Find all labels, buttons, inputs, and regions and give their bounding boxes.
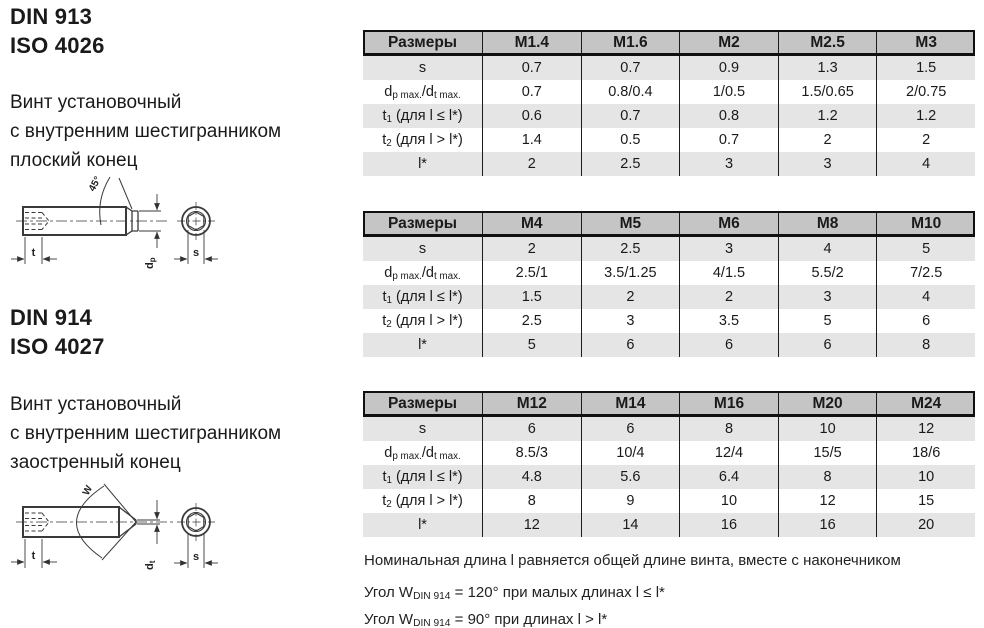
value-cell — [581, 333, 680, 357]
text-segment: 2/0.75 — [906, 84, 947, 100]
table-row — [363, 333, 975, 357]
row-label-cell — [363, 417, 482, 441]
value-cell — [581, 309, 680, 333]
text-segment: (для l > l*) — [391, 313, 463, 329]
table-row — [363, 417, 975, 441]
text-segment: 3.5/1.25 — [604, 265, 657, 281]
text-segment: 6.4 — [718, 469, 740, 485]
value-cell — [778, 261, 877, 285]
text-segment: 2 — [527, 156, 536, 172]
row-label-cell — [363, 104, 482, 128]
text-segment: 5 — [922, 241, 931, 257]
value-cell — [876, 285, 975, 309]
text-segment: M1.4 — [514, 34, 550, 51]
text-segment: 2 — [626, 289, 635, 305]
value-cell — [482, 309, 581, 333]
text-segment: M10 — [911, 215, 942, 232]
standard-din914: DIN 914 — [10, 305, 93, 330]
subscript-text: 1 — [386, 474, 392, 486]
subscript-text: t max. — [433, 270, 461, 282]
text-segment: 0.7 — [718, 132, 740, 148]
text-segment: 1/0.5 — [712, 84, 746, 100]
value-cell — [679, 489, 778, 513]
value-cell — [876, 80, 975, 104]
side-view — [11, 174, 218, 264]
text-segment: t — [382, 469, 387, 485]
value-cell — [778, 128, 877, 152]
text-segment: 0.8 — [718, 108, 740, 124]
row-label-cell — [363, 285, 482, 309]
row-label-cell — [363, 309, 482, 333]
text-segment: 2.5/1 — [515, 265, 548, 281]
value-cell — [482, 56, 581, 80]
value-cell — [581, 152, 680, 176]
value-cell — [581, 465, 680, 489]
text-segment: M12 — [516, 395, 547, 412]
text-segment: Размеры — [387, 215, 458, 232]
row-label-cell — [363, 513, 482, 537]
size-column-header — [876, 211, 975, 237]
subscript-text: 2 — [386, 137, 392, 149]
text-segment: 1.2 — [916, 108, 937, 124]
table-header-row — [363, 211, 975, 237]
standard-iso4026: ISO 4026 — [10, 33, 105, 58]
text-segment: 4 — [922, 156, 931, 172]
text-segment: 20 — [918, 517, 935, 533]
value-cell — [679, 261, 778, 285]
text-segment: (для l ≤ l*) — [391, 289, 463, 305]
text-segment: 6 — [626, 421, 635, 437]
value-cell — [581, 80, 680, 104]
side-view — [11, 484, 218, 568]
text-segment: 14 — [622, 517, 639, 533]
subscript-text: p max. — [392, 270, 422, 282]
text-segment: d — [384, 445, 393, 461]
text-segment: 12 — [523, 517, 540, 533]
text-segment: 5.5/2 — [811, 265, 844, 281]
size-column-header — [679, 391, 778, 417]
text-segment: 3 — [823, 289, 832, 305]
text-segment: 1.2 — [817, 108, 838, 124]
value-cell — [876, 152, 975, 176]
text-segment: 3 — [724, 156, 734, 172]
value-cell — [482, 285, 581, 309]
description-line: Винт установочный — [10, 92, 182, 113]
subscript-text: t max. — [433, 450, 461, 462]
text-segment: 6 — [626, 337, 635, 353]
text-segment: (для l ≤ l*) — [391, 469, 463, 485]
text-segment: 4 — [922, 289, 931, 305]
text-segment: M14 — [615, 395, 646, 412]
value-cell — [482, 237, 581, 261]
subscript-text: p max. — [392, 450, 422, 462]
value-cell — [778, 333, 877, 357]
text-segment: 0.7 — [521, 60, 542, 76]
row-label-cell — [363, 56, 482, 80]
text-segment: 5.6 — [620, 469, 641, 485]
value-cell — [876, 237, 975, 261]
value-cell — [876, 441, 975, 465]
dim-label-t: t — [31, 550, 36, 562]
table-row — [363, 261, 975, 285]
size-column-header — [778, 391, 877, 417]
value-cell — [876, 128, 975, 152]
value-cell — [679, 80, 778, 104]
text-segment: 1.4 — [521, 132, 542, 148]
value-cell — [482, 489, 581, 513]
text-segment: 9 — [626, 493, 635, 509]
text-segment: (для l > l*) — [391, 132, 463, 148]
text-segment: l* — [418, 156, 427, 172]
text-segment: 0.8/0.4 — [608, 84, 653, 100]
value-cell — [679, 128, 778, 152]
text-segment: 10 — [720, 493, 738, 509]
text-segment: 5 — [823, 313, 832, 329]
value-cell — [876, 56, 975, 80]
dimensions-table-m1_4-m3 — [363, 30, 975, 176]
text-segment: 4/1.5 — [712, 265, 746, 281]
standard-din913: DIN 913 — [10, 4, 93, 29]
value-cell — [679, 56, 778, 80]
text-segment: 15/5 — [813, 445, 842, 461]
size-column-header — [581, 30, 680, 56]
text-segment: M1.6 — [613, 34, 648, 51]
description-line: заостренный конец — [10, 452, 181, 473]
text-segment: 1.5 — [521, 289, 542, 305]
text-segment: 8 — [922, 337, 931, 353]
text-segment: 12/4 — [714, 445, 744, 461]
row-label-cell — [363, 441, 482, 465]
dimensions-header-cell — [363, 391, 482, 417]
value-cell — [679, 104, 778, 128]
value-cell — [778, 309, 877, 333]
value-cell — [581, 237, 680, 261]
subscript-text: 2 — [386, 498, 392, 510]
value-cell — [482, 152, 581, 176]
dimensions-table-m12-m24 — [363, 391, 975, 537]
table-row — [363, 80, 975, 104]
dimensions-header-cell — [363, 30, 482, 56]
text-segment: 8 — [527, 493, 536, 509]
table-row — [363, 441, 975, 465]
text-segment: 2 — [527, 241, 536, 257]
dimensions-header-cell — [363, 211, 482, 237]
text-segment: /d — [421, 265, 434, 281]
text-segment: 10/4 — [616, 445, 645, 461]
text-segment: 1.3 — [817, 60, 838, 76]
text-segment: 8 — [823, 469, 832, 485]
text-segment: 4.8 — [521, 469, 542, 485]
subscript-text: t max. — [433, 89, 461, 101]
row-label-cell — [363, 465, 482, 489]
value-cell — [778, 417, 877, 441]
value-cell — [876, 309, 975, 333]
text-segment: M24 — [911, 395, 942, 412]
size-column-header — [679, 211, 778, 237]
dim-label-t: t — [31, 247, 36, 259]
text-segment: s — [418, 241, 427, 257]
value-cell — [581, 104, 680, 128]
value-cell — [482, 261, 581, 285]
footnotes — [364, 549, 901, 628]
table-row — [363, 285, 975, 309]
text-segment: 0.6 — [521, 108, 542, 124]
value-cell — [679, 237, 778, 261]
text-segment: 0.9 — [718, 60, 740, 76]
value-cell — [482, 513, 581, 537]
value-cell — [778, 152, 877, 176]
table-header-row — [363, 391, 975, 417]
size-column-header — [581, 391, 680, 417]
value-cell — [482, 80, 581, 104]
value-cell — [482, 441, 581, 465]
description-din914 — [10, 390, 281, 477]
table-row — [363, 104, 975, 128]
text-segment: Размеры — [387, 395, 458, 412]
dim-label-s: s — [192, 551, 200, 563]
text-segment: d — [384, 265, 393, 281]
text-segment: 2 — [922, 132, 931, 148]
note-angle-90 — [364, 608, 901, 628]
table-row — [363, 513, 975, 537]
description-line: Винт установочный — [10, 394, 182, 415]
size-column-header — [876, 30, 975, 56]
text-segment: 1.5/0.65 — [801, 84, 854, 100]
value-cell — [778, 489, 877, 513]
text-segment: M20 — [812, 395, 843, 412]
text-segment: t — [382, 289, 387, 305]
text-segment: t — [382, 132, 387, 148]
text-segment: 3 — [724, 241, 734, 257]
text-segment: 7/2.5 — [910, 265, 943, 281]
note-angle-120 — [364, 581, 901, 608]
text-segment: s — [418, 60, 427, 76]
value-cell — [778, 104, 877, 128]
dim-label-s: s — [192, 247, 200, 259]
dim-label-dp: dp — [144, 257, 157, 269]
text-segment: /d — [421, 445, 434, 461]
value-cell — [581, 56, 680, 80]
text-segment: Размеры — [387, 34, 458, 51]
value-cell — [778, 513, 877, 537]
row-label-cell — [363, 80, 482, 104]
text-segment: M3 — [915, 34, 937, 51]
table-row — [363, 489, 975, 513]
angle-label-w: W — [80, 483, 96, 498]
standard-iso4027: ISO 4027 — [10, 334, 105, 359]
description-line: с внутренним шестигранником — [10, 423, 282, 444]
text-segment: 3.5 — [718, 313, 740, 329]
size-column-header — [876, 391, 975, 417]
text-segment: 12 — [819, 493, 836, 509]
text-segment: 2 — [823, 132, 832, 148]
row-label-cell — [363, 152, 482, 176]
value-cell — [778, 441, 877, 465]
table-row — [363, 237, 975, 261]
value-cell — [581, 261, 680, 285]
value-cell — [778, 56, 877, 80]
table-row — [363, 152, 975, 176]
value-cell — [876, 513, 975, 537]
subscript-text: 1 — [386, 294, 392, 306]
text-segment: 10 — [819, 421, 836, 437]
text-segment: 8 — [724, 421, 734, 437]
subscript-text: p max. — [392, 89, 422, 101]
size-column-header — [679, 30, 778, 56]
table-header-row — [363, 30, 975, 56]
text-segment: 16 — [819, 517, 836, 533]
text-segment: = 90° при длинах l > l* — [450, 610, 608, 628]
size-column-header — [778, 30, 877, 56]
text-segment: M8 — [816, 215, 839, 232]
value-cell — [581, 441, 680, 465]
text-segment: 15 — [918, 493, 935, 509]
value-cell — [876, 261, 975, 285]
value-cell — [482, 128, 581, 152]
row-label-cell — [363, 489, 482, 513]
text-segment: (для l ≤ l*) — [391, 108, 463, 124]
text-segment: Номинальная длина l равняется общей длине винта, вместе с наконечником — [364, 552, 901, 569]
text-segment: 2.5 — [620, 156, 641, 172]
text-segment: 0.7 — [620, 108, 641, 124]
description-line: с внутренним шестигранником — [10, 121, 282, 142]
value-cell — [876, 417, 975, 441]
text-segment: 6 — [823, 337, 832, 353]
text-segment: 2 — [724, 289, 734, 305]
table-row — [363, 465, 975, 489]
flat-point-screw-drawing — [8, 168, 238, 283]
text-segment: 6 — [527, 421, 536, 437]
text-segment: M5 — [619, 215, 642, 232]
text-segment: (для l > l*) — [391, 493, 463, 509]
size-column-header — [482, 211, 581, 237]
text-segment: 2.5 — [620, 241, 641, 257]
value-cell — [679, 441, 778, 465]
value-cell — [581, 489, 680, 513]
text-segment: t — [382, 493, 387, 509]
value-cell — [482, 417, 581, 441]
value-cell — [581, 128, 680, 152]
text-segment: 3 — [626, 313, 635, 329]
subscript-text: 2 — [386, 318, 392, 330]
value-cell — [679, 152, 778, 176]
text-segment: t — [382, 108, 387, 124]
row-label-cell — [363, 333, 482, 357]
text-segment: M2.5 — [810, 34, 845, 51]
text-segment: = 120° при малых длинах l ≤ l* — [450, 584, 665, 601]
subscript-text: DIN 914 — [413, 617, 451, 628]
dim-label-dt: dt — [144, 560, 157, 570]
value-cell — [876, 333, 975, 357]
value-cell — [876, 465, 975, 489]
value-cell — [679, 465, 778, 489]
text-segment: l* — [418, 517, 427, 533]
text-segment: 3 — [823, 156, 832, 172]
text-segment: 8.5/3 — [515, 445, 548, 461]
size-column-header — [778, 211, 877, 237]
size-column-header — [581, 211, 680, 237]
value-cell — [876, 104, 975, 128]
value-cell — [581, 513, 680, 537]
value-cell — [679, 285, 778, 309]
value-cell — [581, 417, 680, 441]
text-segment: 0.7 — [521, 84, 542, 100]
text-segment: Угол W — [364, 584, 414, 601]
text-segment: 6 — [922, 313, 931, 329]
value-cell — [679, 513, 778, 537]
row-label-cell — [363, 237, 482, 261]
text-segment: 12 — [918, 421, 935, 437]
value-cell — [679, 417, 778, 441]
text-segment: 16 — [720, 517, 738, 533]
row-label-cell — [363, 261, 482, 285]
angle-label-45deg: 45° — [86, 174, 104, 194]
text-segment: 2.5 — [521, 313, 542, 329]
text-segment: M4 — [521, 215, 543, 232]
text-segment: 10 — [918, 469, 935, 485]
subscript-text: DIN 914 — [413, 590, 451, 602]
text-segment: Угол W — [364, 610, 414, 628]
size-column-header — [482, 30, 581, 56]
value-cell — [778, 80, 877, 104]
value-cell — [778, 285, 877, 309]
value-cell — [482, 333, 581, 357]
text-segment: 18/6 — [912, 445, 941, 461]
table-row — [363, 56, 975, 80]
value-cell — [679, 333, 778, 357]
text-segment: 0.7 — [620, 60, 641, 76]
description-din913 — [10, 88, 281, 175]
text-segment: 4 — [823, 241, 832, 257]
value-cell — [581, 285, 680, 309]
text-segment: 5 — [527, 337, 536, 353]
text-segment: M16 — [713, 395, 745, 412]
value-cell — [778, 465, 877, 489]
text-segment: s — [418, 421, 427, 437]
table-row — [363, 309, 975, 333]
text-segment: 1.5 — [916, 60, 937, 76]
table-row — [363, 128, 975, 152]
dimensions-table-m4-m10 — [363, 211, 975, 357]
note-nominal-length — [364, 549, 901, 572]
cone-point-screw-drawing — [8, 478, 238, 573]
text-segment: /d — [421, 84, 434, 100]
text-segment: t — [382, 313, 387, 329]
description-line: плоский конец — [10, 150, 138, 171]
value-cell — [482, 104, 581, 128]
size-column-header — [482, 391, 581, 417]
text-segment: M2 — [718, 34, 740, 51]
subscript-text: 1 — [386, 113, 392, 125]
text-segment: M6 — [718, 215, 740, 232]
text-segment: 0.5 — [620, 132, 641, 148]
text-segment: d — [384, 84, 393, 100]
value-cell — [876, 489, 975, 513]
value-cell — [482, 465, 581, 489]
value-cell — [679, 309, 778, 333]
text-segment: l* — [418, 337, 427, 353]
value-cell — [778, 237, 877, 261]
text-segment: 6 — [724, 337, 734, 353]
row-label-cell — [363, 128, 482, 152]
